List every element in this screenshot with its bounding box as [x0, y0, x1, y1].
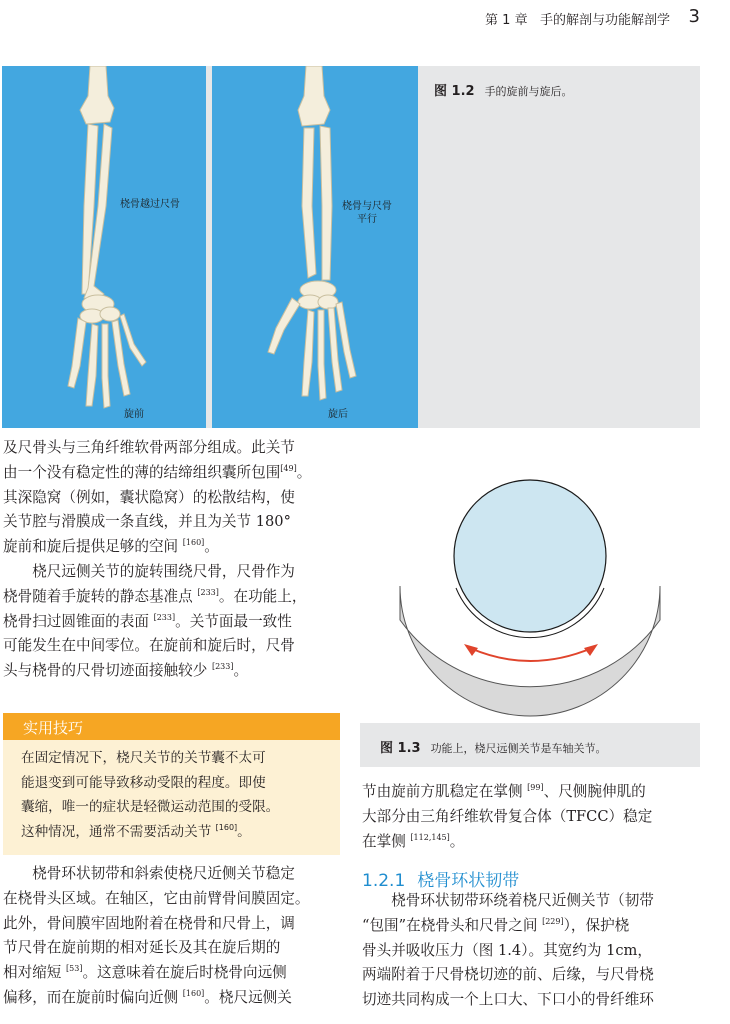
- arrow-head-left: [464, 644, 478, 656]
- text-fragment: 。在功能上，: [218, 587, 307, 605]
- arrow-head-right: [584, 644, 598, 656]
- text-line: 桡骨环状韧带环绕着桡尺近侧关节（韧带: [391, 892, 654, 909]
- text-line: 大部分由三角纤维软骨复合体（TFCC）稳定: [362, 807, 653, 825]
- text-line: 两端附着于尺骨桡切迹的前、后缘，与尺骨桡: [362, 966, 654, 984]
- pronation-annotation: 桡骨越过尺骨: [120, 199, 180, 210]
- text-line: 桡骨环状韧带和斜索使桡尺近侧关节稳定: [32, 865, 295, 882]
- chapter-heading: [485, 9, 670, 28]
- rotation-arrow: [470, 648, 592, 661]
- text-fragment: ），保护桡: [563, 916, 630, 934]
- section-title: 桡骨环状韧带: [417, 871, 520, 891]
- figure-1-3-number: 图 1.3: [380, 741, 421, 756]
- figure-1-2-caption-text: 手的旋前与旋后。: [484, 85, 573, 98]
- text-line: 桡骨扫过圆锥面的表面: [3, 612, 154, 630]
- text-fragment: 。: [237, 823, 251, 840]
- citation: [53]: [66, 964, 83, 974]
- text-line: 关节腔与滑膜成一条直线，并且为关节 180°: [3, 513, 291, 531]
- paragraph-rotation: [3, 560, 340, 684]
- text-fragment: 。桡尺远侧关: [204, 988, 292, 1006]
- text-line: 及尺骨头与三角纤维软骨两部分组成。此关节: [3, 439, 295, 456]
- text-fragment: 。: [233, 662, 249, 680]
- citation: [99]: [527, 783, 544, 792]
- text-fragment: 。: [449, 832, 465, 850]
- practical-tips-box: [3, 713, 340, 855]
- column-right-bottom-text: [362, 889, 700, 1013]
- paragraph-annular-ligament: [3, 862, 340, 1011]
- figure-1-3-caption-text: 功能上，桡尺远侧关节是车轴关节。: [430, 742, 607, 755]
- supination-annotation: [342, 200, 392, 226]
- citation: [160]: [182, 538, 205, 548]
- paragraph-capsule: [3, 436, 340, 560]
- supination-annotation-line1: 桡骨与尺骨: [342, 201, 392, 212]
- text-line: 偏移，而在旋前时偏向近侧: [3, 988, 183, 1006]
- column-left-bottom-text: [3, 862, 340, 1011]
- text-line: 节由旋前方肌稳定在掌侧: [362, 783, 528, 800]
- figure-1-2-number: 图 1.2: [434, 84, 475, 99]
- supination-label: 旋后: [328, 409, 348, 420]
- figure-1-2-caption: [434, 80, 573, 99]
- citation: [233]: [197, 587, 219, 597]
- text-line: 可能发生在中间零位。在旋前和旋后时，尺骨: [3, 637, 295, 655]
- column-right-top-text: [362, 780, 700, 854]
- figure-1-3-caption-box: [360, 723, 700, 767]
- text-fragment: 。这意味着在旋后时桡骨向远侧: [82, 964, 287, 982]
- text-line: 头与桡骨的尺骨切迹面接触较少: [3, 662, 212, 680]
- text-fragment: 。: [204, 538, 219, 556]
- chapter-title: 手的解剖与功能解剖学: [539, 13, 670, 28]
- column-left-top-text: [3, 436, 340, 684]
- running-header: [0, 0, 730, 40]
- figure-1-2: [2, 66, 700, 428]
- text-line: 骨头并吸收压力（图 1.4）。其宽约为 1cm，: [362, 941, 652, 959]
- text-line: 在固定情况下，桡尺关节的关节囊不太可: [21, 750, 266, 766]
- citation: [233]: [153, 612, 176, 622]
- pronation-skeleton-illustration: [2, 66, 206, 428]
- citation: [49]: [280, 463, 297, 473]
- citation: [160]: [182, 988, 205, 998]
- citation: [233]: [211, 662, 234, 672]
- page-number: 3: [688, 6, 700, 27]
- citation: [112,145]: [410, 832, 450, 842]
- text-line: 其深隐窝（例如，囊状隐窝）的松散结构，使: [3, 488, 295, 506]
- text-line: 节尺骨在旋前期的相对延长及其在旋后期的: [3, 939, 281, 957]
- text-fragment: 。关节面最一致性: [175, 612, 292, 630]
- text-fragment: 、尺侧腕伸肌的: [543, 783, 646, 800]
- text-line: 此外，骨间膜牢固地附着在桡骨和尺骨上，调: [3, 914, 295, 932]
- text-line: 在掌侧: [362, 832, 411, 850]
- figure-1-3-caption: [380, 737, 607, 756]
- text-line: 在桡骨头区域。在轴区，它由前臂骨间膜固定。: [3, 889, 310, 907]
- pronation-label: 旋前: [124, 409, 144, 420]
- pronation-photo: [2, 66, 206, 428]
- text-line: 囊缩，唯一的症状是轻微运动范围的受限。: [21, 799, 280, 815]
- text-fragment: 。: [296, 463, 312, 481]
- citation: [229]: [542, 916, 564, 926]
- text-line: 桡骨随着手旋转的静态基准点: [3, 587, 198, 605]
- text-line: 旋前和旋后提供足够的空间: [3, 538, 183, 556]
- tips-header: [3, 713, 340, 740]
- text-line: “包围”在桡骨头和尺骨之间: [362, 916, 543, 934]
- paragraph-stabilization: [362, 780, 700, 854]
- citation: [160]: [215, 822, 238, 832]
- section-number: 1.2.1: [362, 871, 406, 891]
- text-line: 这种情况，通常不需要活动关节: [21, 823, 216, 840]
- supination-skeleton-illustration: [212, 66, 418, 428]
- paragraph-annular-ligament-description: [362, 889, 700, 1013]
- tips-body: [21, 746, 329, 844]
- ulnar-head-circle: [454, 480, 606, 632]
- pivot-joint-diagram: [360, 438, 700, 723]
- figure-1-3: [360, 438, 700, 768]
- supination-photo: [212, 66, 418, 428]
- text-line: 切迹共同构成一个上口大、下口小的骨纤维环: [362, 991, 654, 1009]
- supination-annotation-line2: 平行: [357, 214, 377, 225]
- text-line: 桡尺远侧关节的旋转围绕尺骨，尺骨作为: [32, 562, 295, 580]
- tips-title: 实用技巧: [23, 719, 84, 737]
- text-line: 相对缩短: [3, 964, 67, 982]
- text-line: 由一个没有稳定性的薄的结缔组织囊所包围: [3, 463, 281, 481]
- section-heading: [362, 866, 519, 891]
- text-line: 能退变到可能导致移动受限的程度。即使: [21, 774, 266, 791]
- chapter-number: 第 1 章: [485, 13, 528, 28]
